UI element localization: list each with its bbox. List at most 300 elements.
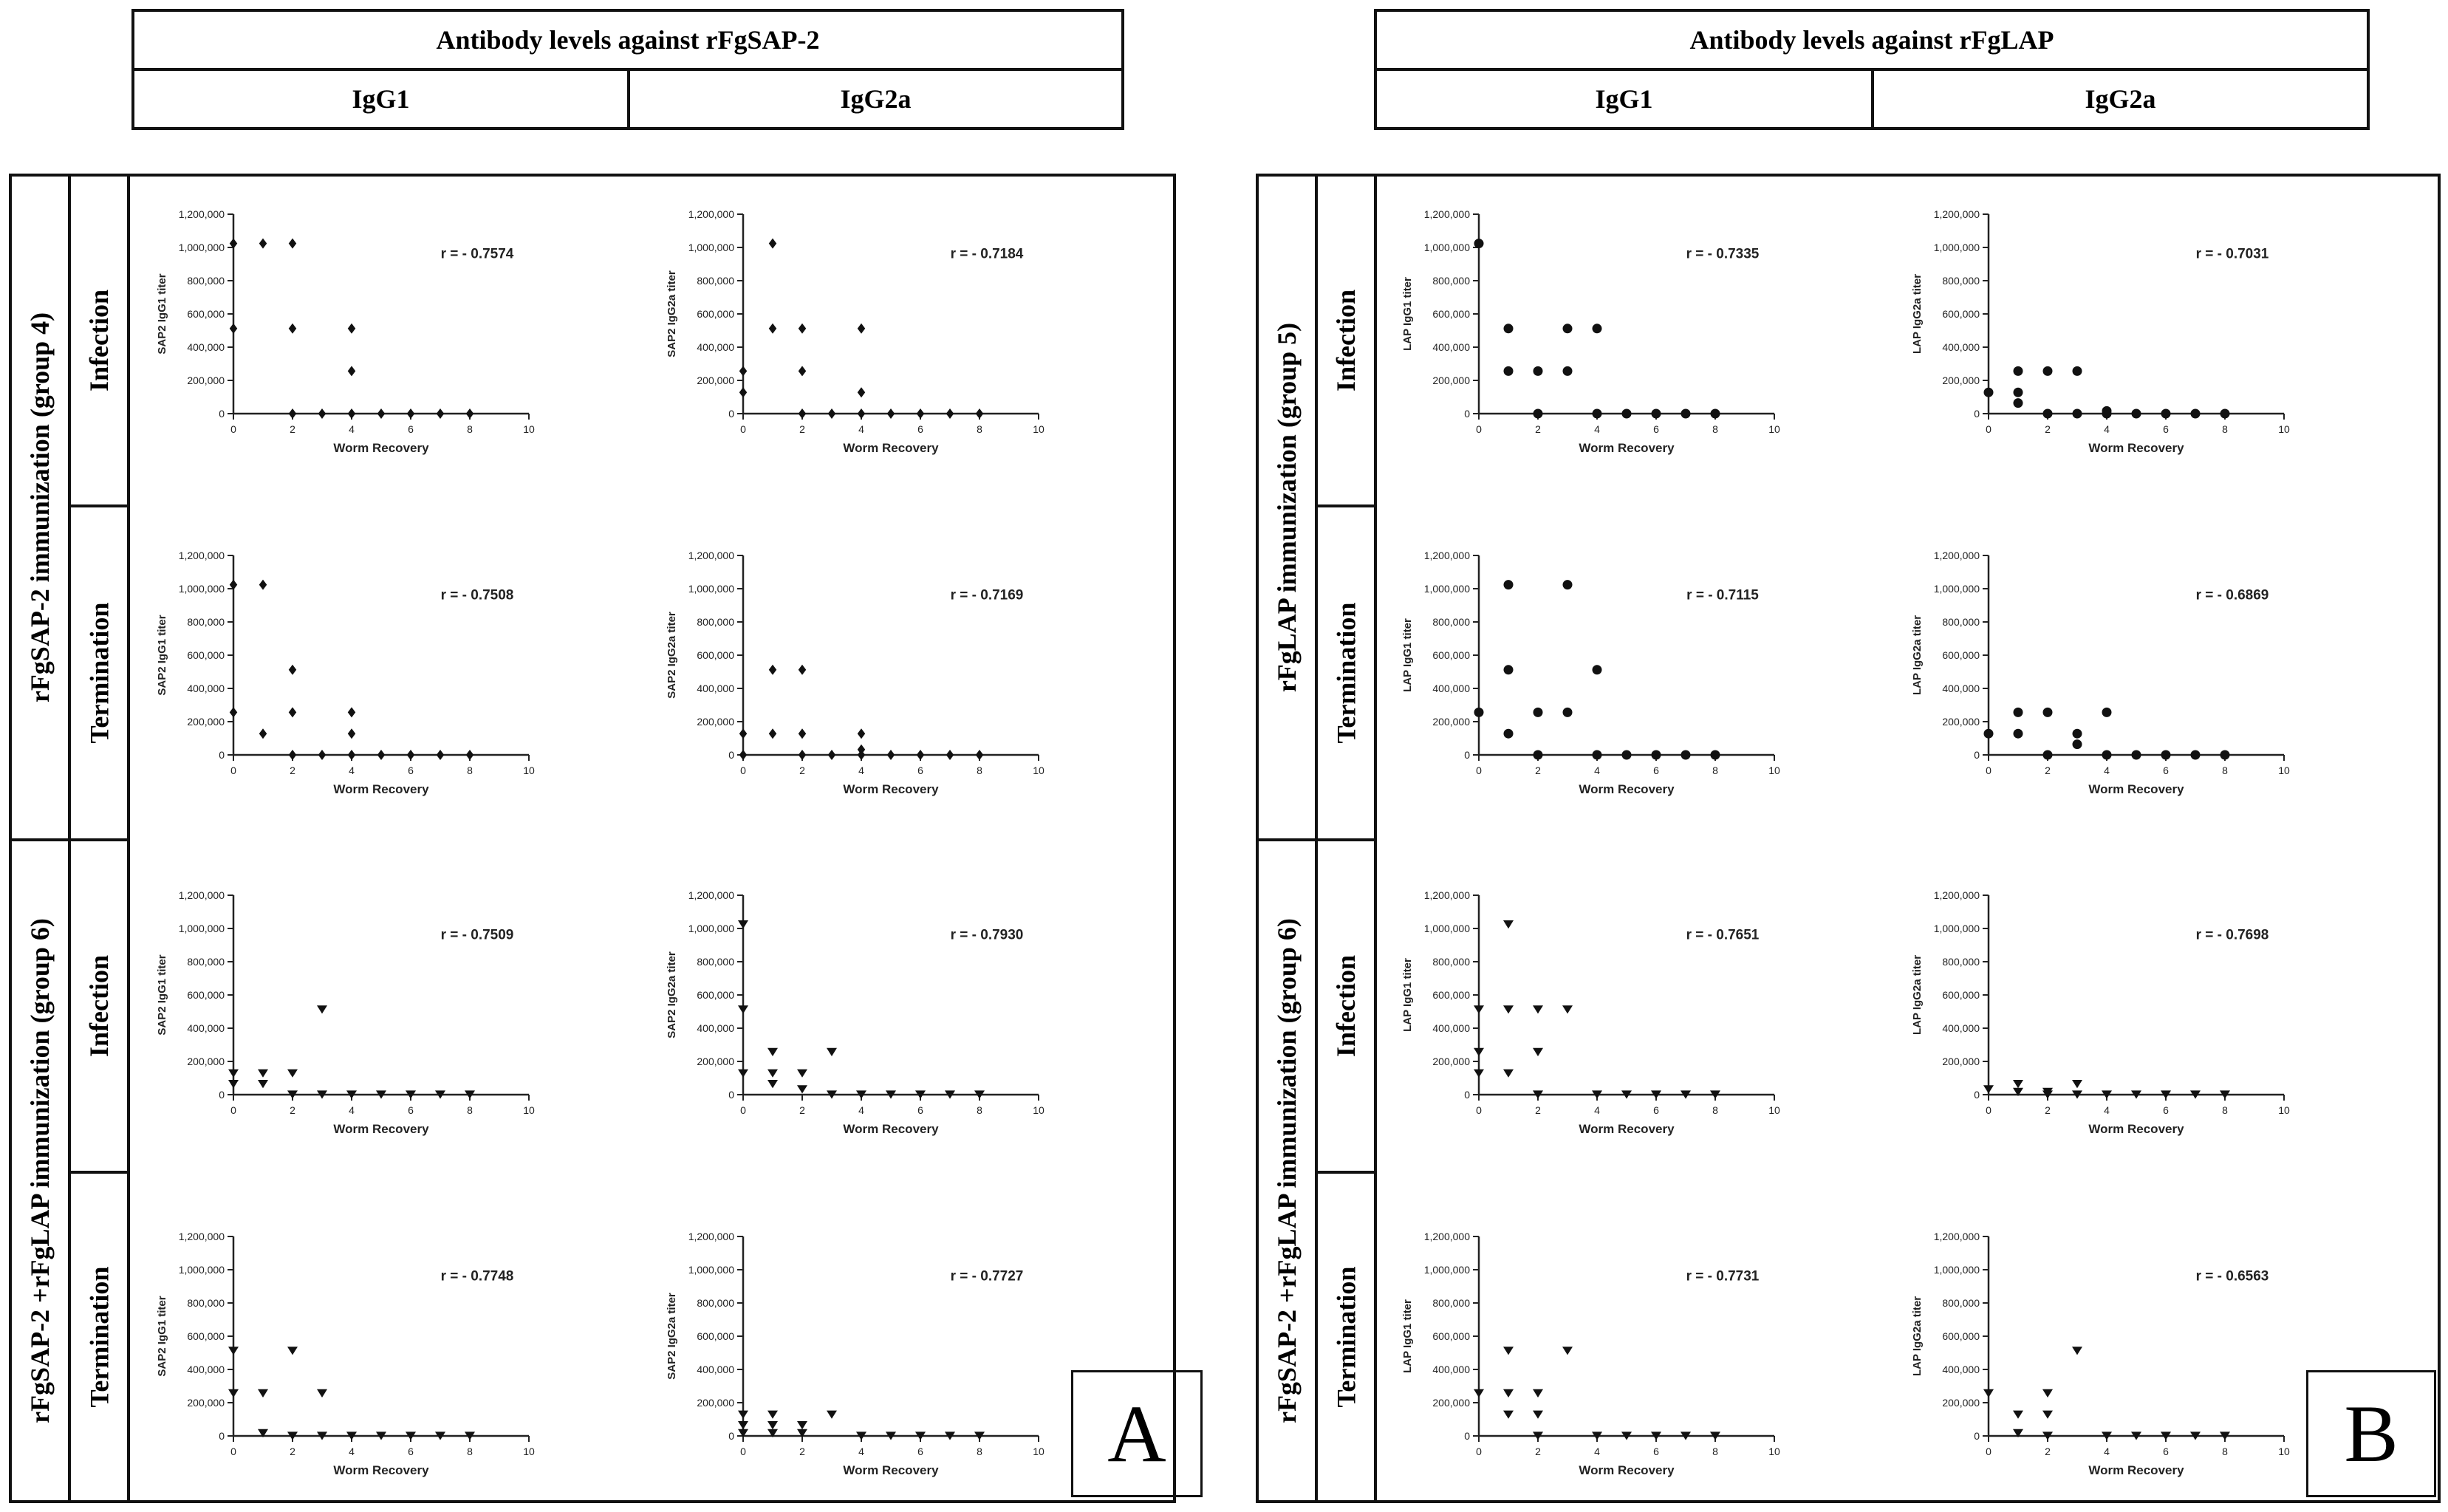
data-point (289, 239, 297, 249)
data-point (1504, 665, 1514, 674)
data-point (289, 324, 297, 334)
x-tick-label: 4 (1594, 1104, 1600, 1116)
data-point (1681, 409, 1691, 419)
data-point (2014, 708, 2023, 717)
panel-a-col-igg1 (131, 68, 630, 130)
y-tick-label: 200,000 (187, 716, 225, 728)
y-tick-label: 600,000 (1942, 1330, 1980, 1342)
y-axis-label: LAP IgG1 titer (1401, 958, 1414, 1032)
data-point (1622, 750, 1632, 760)
data-point (2013, 1080, 2023, 1088)
y-tick-label: 1,000,000 (1423, 583, 1470, 595)
x-tick-label: 0 (230, 764, 236, 776)
scatter-plot-b-g6-infection-igg1 (1375, 880, 1804, 1146)
panel-b-letter-text: B (2344, 1388, 2399, 1479)
panel-b-group-label-1-text: rFgLAP immunization (group 5) (1272, 322, 1302, 693)
y-tick-label: 800,000 (187, 616, 225, 628)
data-point (2073, 366, 2082, 376)
y-tick-label: 0 (1464, 1089, 1470, 1101)
data-point (348, 728, 356, 739)
data-point (799, 665, 807, 675)
panel-a-col-igg2a (627, 68, 1124, 130)
panel-b-row-label-2-text: Termination (1331, 602, 1361, 744)
y-tick-label: 200,000 (187, 1397, 225, 1409)
data-point (1504, 729, 1514, 739)
scatter-plot-b-g6-infection-igg2a (1885, 880, 2314, 1146)
data-point (258, 1070, 268, 1078)
y-tick-label: 1,000,000 (178, 583, 225, 595)
y-tick-label: 800,000 (1432, 275, 1470, 287)
y-tick-label: 200,000 (1432, 374, 1470, 386)
panel-a-row-label-3 (68, 838, 130, 1174)
data-point (1652, 750, 1661, 760)
data-point (348, 408, 356, 419)
data-point (1534, 750, 1543, 760)
y-tick-label: 0 (219, 408, 225, 420)
data-point (767, 1080, 778, 1088)
data-point (1593, 665, 1602, 674)
correlation-annotation: r = - 0.7651 (1686, 927, 1760, 943)
x-axis-label: Worm Recovery (2088, 1463, 2184, 1477)
data-point (2014, 398, 2023, 408)
x-tick-label: 2 (290, 423, 295, 435)
panel-b-row-label-4 (1315, 1171, 1377, 1503)
data-point (2102, 750, 2112, 760)
data-point (1474, 239, 1484, 248)
data-point (739, 750, 748, 760)
data-point (1533, 1389, 1543, 1398)
x-tick-label: 0 (1986, 1104, 1991, 1116)
data-point (799, 366, 807, 376)
data-point (828, 750, 836, 760)
y-tick-label: 1,000,000 (1933, 923, 1980, 934)
x-tick-label: 0 (1476, 1104, 1482, 1116)
data-point (2220, 409, 2230, 419)
panel-a-row-label-2 (68, 504, 130, 841)
panel-a-row-label-4-text: Termination (84, 1266, 114, 1408)
y-tick-label: 1,200,000 (178, 1231, 225, 1242)
x-tick-label: 6 (408, 1446, 414, 1457)
data-point (2043, 366, 2053, 376)
data-point (2013, 1411, 2023, 1419)
y-tick-label: 1,000,000 (178, 242, 225, 253)
x-tick-label: 8 (977, 423, 982, 435)
x-tick-label: 0 (1986, 764, 1991, 776)
data-point (1503, 920, 1514, 928)
x-tick-label: 6 (408, 764, 414, 776)
data-point (769, 239, 777, 249)
x-tick-label: 10 (1033, 423, 1044, 435)
y-tick-label: 800,000 (697, 956, 734, 968)
y-tick-label: 600,000 (1432, 308, 1470, 320)
x-tick-label: 8 (2222, 1446, 2228, 1457)
data-point (1474, 1389, 1484, 1398)
panel-a-group-label-1-text: rFgSAP-2 immunization (group 4) (25, 312, 55, 703)
data-point (230, 707, 238, 717)
x-tick-label: 4 (349, 423, 355, 435)
x-tick-label: 8 (977, 1104, 982, 1116)
data-point (437, 408, 445, 419)
x-tick-label: 0 (740, 1104, 746, 1116)
x-tick-label: 4 (1594, 764, 1600, 776)
panel-b-row-label-3 (1315, 838, 1377, 1174)
y-tick-label: 600,000 (697, 649, 734, 661)
panel-b-col-igg2a-text: IgG2a (2085, 84, 2156, 114)
y-tick-label: 400,000 (187, 683, 225, 694)
data-point (1503, 1070, 1514, 1078)
y-tick-label: 1,200,000 (1423, 1231, 1470, 1242)
y-tick-label: 1,000,000 (688, 923, 734, 934)
correlation-annotation: r = - 0.7748 (440, 1268, 514, 1284)
scatter-plot-a-g6-termination-igg1 (130, 1222, 558, 1488)
x-axis-label: Worm Recovery (1579, 782, 1675, 796)
y-axis-label: LAP IgG2a titer (1911, 954, 1924, 1036)
x-tick-label: 10 (2278, 764, 2290, 776)
data-point (799, 750, 807, 760)
correlation-annotation: r = - 0.7031 (2195, 246, 2269, 262)
data-point (2132, 409, 2141, 419)
panel-b-row-label-2 (1315, 504, 1377, 841)
data-point (348, 366, 356, 376)
data-point (1474, 1048, 1484, 1056)
x-tick-label: 6 (2163, 1104, 2169, 1116)
y-tick-label: 600,000 (697, 308, 734, 320)
scatter-plot-b-g5-infection-igg2a (1885, 199, 2314, 465)
correlation-annotation: r = - 0.7508 (440, 587, 514, 603)
data-point (946, 750, 954, 760)
scatter-plot-b-g5-termination-igg2a (1885, 541, 2314, 807)
y-axis-label: LAP IgG1 titer (1401, 1299, 1414, 1373)
y-tick-label: 400,000 (1432, 683, 1470, 694)
y-axis-label: LAP IgG2a titer (1911, 1296, 1924, 1377)
x-tick-label: 10 (1033, 1446, 1044, 1457)
y-axis-label: SAP2 IgG1 titer (156, 615, 168, 696)
x-tick-label: 0 (740, 1446, 746, 1457)
y-tick-label: 800,000 (187, 1297, 225, 1309)
y-tick-label: 1,000,000 (1423, 1264, 1470, 1276)
data-point (228, 1389, 239, 1398)
y-tick-label: 400,000 (1432, 1022, 1470, 1034)
x-tick-label: 8 (977, 764, 982, 776)
data-point (976, 408, 984, 419)
correlation-annotation: r = - 0.7698 (2195, 927, 2269, 943)
data-point (289, 665, 297, 675)
data-point (2042, 1411, 2053, 1419)
y-tick-label: 1,000,000 (688, 583, 734, 595)
y-tick-label: 0 (728, 1430, 734, 1442)
data-point (2161, 750, 2171, 760)
y-tick-label: 600,000 (697, 989, 734, 1001)
data-point (799, 728, 807, 739)
data-point (827, 1048, 837, 1056)
data-point (1533, 1005, 1543, 1013)
x-tick-label: 2 (1535, 1446, 1541, 1457)
y-tick-label: 1,000,000 (178, 923, 225, 934)
panel-a-header-text: Antibody levels against rFgSAP-2 (436, 25, 820, 55)
y-tick-label: 200,000 (1942, 1056, 1980, 1067)
x-axis-label: Worm Recovery (333, 441, 429, 455)
y-tick-label: 600,000 (1942, 649, 1980, 661)
y-tick-label: 200,000 (1432, 716, 1470, 728)
x-tick-label: 0 (1986, 423, 1991, 435)
panel-b-group-label-1 (1256, 174, 1318, 841)
y-tick-label: 400,000 (697, 1022, 734, 1034)
x-tick-label: 8 (467, 1104, 473, 1116)
y-tick-label: 0 (728, 749, 734, 761)
y-tick-label: 200,000 (1942, 374, 1980, 386)
data-point (289, 707, 297, 717)
correlation-annotation: r = - 0.7115 (1686, 587, 1759, 603)
y-axis-label: LAP IgG1 titer (1401, 277, 1414, 351)
data-point (738, 1005, 748, 1013)
x-tick-label: 10 (523, 764, 535, 776)
data-point (1504, 580, 1514, 589)
data-point (797, 1070, 807, 1078)
data-point (1593, 409, 1602, 419)
y-tick-label: 200,000 (1432, 1056, 1470, 1067)
data-point (348, 324, 356, 334)
data-point (1534, 366, 1543, 376)
x-axis-label: Worm Recovery (843, 1463, 939, 1477)
y-axis-label: SAP2 IgG2a titer (666, 951, 678, 1039)
scatter-plot-b-g5-termination-igg1 (1375, 541, 1804, 807)
x-tick-label: 8 (467, 1446, 473, 1457)
y-tick-label: 400,000 (1942, 341, 1980, 353)
x-tick-label: 8 (2222, 1104, 2228, 1116)
x-tick-label: 6 (2163, 1446, 2169, 1457)
data-point (738, 1070, 748, 1078)
y-tick-label: 0 (1464, 749, 1470, 761)
x-axis-label: Worm Recovery (2088, 782, 2184, 796)
x-tick-label: 10 (1768, 1446, 1780, 1457)
x-axis-label: Worm Recovery (1579, 441, 1675, 455)
correlation-annotation: r = - 0.7335 (1686, 246, 1760, 262)
x-tick-label: 8 (1712, 764, 1718, 776)
y-tick-label: 1,200,000 (1933, 208, 1980, 220)
x-tick-label: 2 (1535, 423, 1541, 435)
data-point (2102, 708, 2112, 717)
data-point (318, 408, 326, 419)
data-point (2102, 409, 2112, 419)
data-point (1563, 324, 1573, 333)
x-tick-label: 8 (2222, 423, 2228, 435)
x-tick-label: 0 (1476, 764, 1482, 776)
data-point (1504, 324, 1514, 333)
y-tick-label: 600,000 (1942, 989, 1980, 1001)
x-axis-label: Worm Recovery (1579, 1463, 1675, 1477)
x-tick-label: 10 (2278, 1446, 2290, 1457)
data-point (2073, 739, 2082, 749)
data-point (887, 750, 895, 760)
data-point (1474, 1005, 1484, 1013)
data-point (289, 750, 297, 760)
correlation-annotation: r = - 0.7727 (950, 1268, 1024, 1284)
x-tick-label: 4 (349, 1446, 355, 1457)
x-tick-label: 8 (1712, 1446, 1718, 1457)
data-point (407, 750, 415, 760)
y-tick-label: 400,000 (697, 341, 734, 353)
data-point (1563, 708, 1573, 717)
x-tick-label: 2 (799, 1104, 805, 1116)
scatter-plot-a-g6-infection-igg1 (130, 880, 558, 1146)
x-axis-label: Worm Recovery (333, 1463, 429, 1477)
data-point (1593, 324, 1602, 333)
y-tick-label: 1,000,000 (1933, 583, 1980, 595)
y-tick-label: 800,000 (187, 956, 225, 968)
y-tick-label: 1,200,000 (688, 550, 734, 561)
panel-a-col-igg2a-text: IgG2a (840, 84, 912, 114)
data-point (1711, 409, 1720, 419)
y-tick-label: 800,000 (1942, 616, 1980, 628)
x-tick-label: 4 (2104, 1446, 2110, 1457)
correlation-annotation: r = - 0.7169 (950, 587, 1024, 603)
data-point (466, 408, 474, 419)
data-point (739, 728, 748, 739)
x-tick-label: 2 (1535, 764, 1541, 776)
data-point (1562, 1005, 1573, 1013)
x-tick-label: 0 (1476, 1446, 1482, 1457)
panel-b-col-igg1 (1374, 68, 1874, 130)
x-axis-label: Worm Recovery (843, 782, 939, 796)
y-tick-label: 800,000 (1942, 956, 1980, 968)
y-tick-label: 200,000 (697, 1397, 734, 1409)
y-tick-label: 800,000 (697, 1297, 734, 1309)
x-axis-label: Worm Recovery (333, 1122, 429, 1136)
x-tick-label: 6 (917, 1104, 923, 1116)
x-tick-label: 8 (467, 423, 473, 435)
data-point (739, 387, 748, 397)
data-point (858, 750, 866, 760)
data-point (287, 1347, 298, 1355)
x-tick-label: 6 (1653, 1104, 1659, 1116)
data-point (1984, 729, 1994, 739)
x-tick-label: 10 (523, 1446, 535, 1457)
y-tick-label: 600,000 (187, 649, 225, 661)
data-point (917, 408, 925, 419)
x-axis-label: Worm Recovery (1579, 1122, 1675, 1136)
x-tick-label: 10 (2278, 423, 2290, 435)
data-point (769, 665, 777, 675)
y-tick-label: 0 (728, 408, 734, 420)
y-axis-label: SAP2 IgG2a titer (666, 612, 678, 699)
data-point (799, 324, 807, 334)
correlation-annotation: r = - 0.6869 (2195, 587, 2269, 603)
data-point (1711, 750, 1720, 760)
y-tick-label: 1,000,000 (688, 242, 734, 253)
data-point (317, 1389, 327, 1398)
x-tick-label: 2 (2045, 423, 2051, 435)
x-tick-label: 2 (1535, 1104, 1541, 1116)
y-tick-label: 0 (728, 1089, 734, 1101)
data-point (2043, 708, 2053, 717)
data-point (738, 1411, 748, 1419)
y-tick-label: 800,000 (697, 616, 734, 628)
data-point (1504, 366, 1514, 376)
data-point (1563, 580, 1573, 589)
data-point (348, 707, 356, 717)
y-tick-label: 1,200,000 (688, 1231, 734, 1242)
y-tick-label: 400,000 (1942, 683, 1980, 694)
x-tick-label: 10 (1033, 1104, 1044, 1116)
data-point (2073, 729, 2082, 739)
data-point (858, 324, 866, 334)
x-tick-label: 10 (1768, 764, 1780, 776)
x-tick-label: 4 (858, 764, 864, 776)
data-point (767, 1421, 778, 1429)
x-tick-label: 6 (917, 423, 923, 435)
x-tick-label: 6 (408, 1104, 414, 1116)
x-tick-label: 2 (799, 1446, 805, 1457)
x-tick-label: 10 (1768, 1104, 1780, 1116)
y-tick-label: 1,200,000 (178, 889, 225, 901)
data-point (1983, 1085, 1994, 1093)
scatter-plot-a-g4-termination-igg1 (130, 541, 558, 807)
correlation-annotation: r = - 0.7509 (440, 927, 514, 943)
y-tick-label: 200,000 (697, 716, 734, 728)
y-axis-label: LAP IgG2a titer (1911, 273, 1924, 355)
x-tick-label: 10 (2278, 1104, 2290, 1116)
x-tick-label: 2 (2045, 1446, 2051, 1457)
data-point (228, 1070, 239, 1078)
x-tick-label: 4 (1594, 423, 1600, 435)
x-tick-label: 4 (2104, 1104, 2110, 1116)
data-point (228, 1080, 239, 1088)
x-tick-label: 0 (1986, 1446, 1991, 1457)
data-point (2043, 750, 2053, 760)
x-tick-label: 2 (290, 764, 295, 776)
y-axis-label: SAP2 IgG1 titer (156, 1296, 168, 1377)
y-tick-label: 1,000,000 (1423, 242, 1470, 253)
data-point (827, 1411, 837, 1419)
panel-a-letter-text: A (1107, 1388, 1166, 1479)
y-tick-label: 200,000 (187, 1056, 225, 1067)
panel-b-col-igg1-text: IgG1 (1595, 84, 1653, 114)
y-tick-label: 1,200,000 (688, 208, 734, 220)
data-point (1983, 1389, 1994, 1398)
data-point (1534, 409, 1543, 419)
y-axis-label: SAP2 IgG1 titer (156, 273, 168, 355)
x-tick-label: 6 (2163, 764, 2169, 776)
panel-a-col-igg1-text: IgG1 (352, 84, 410, 114)
data-point (1533, 1411, 1543, 1419)
data-point (797, 1085, 807, 1093)
scatter-plot-a-g4-infection-igg1 (130, 199, 558, 465)
data-point (2161, 409, 2171, 419)
data-point (1503, 1347, 1514, 1355)
data-point (258, 1080, 268, 1088)
y-tick-label: 1,200,000 (178, 208, 225, 220)
panel-b-letter (2306, 1370, 2436, 1497)
x-tick-label: 8 (1712, 423, 1718, 435)
scatter-plot-a-g6-infection-igg2a (640, 880, 1068, 1146)
data-point (317, 1005, 327, 1013)
panel-a-letter (1071, 1370, 1203, 1497)
data-point (767, 1070, 778, 1078)
data-point (1563, 366, 1573, 376)
y-tick-label: 600,000 (187, 308, 225, 320)
data-point (1593, 750, 1602, 760)
y-tick-label: 1,000,000 (1933, 1264, 1980, 1276)
correlation-annotation: r = - 0.7184 (950, 246, 1024, 262)
panel-a-header (131, 9, 1124, 71)
data-point (1681, 750, 1691, 760)
data-point (858, 408, 866, 419)
data-point (377, 408, 386, 419)
y-tick-label: 0 (219, 1089, 225, 1101)
data-point (797, 1421, 807, 1429)
y-tick-label: 1,200,000 (688, 889, 734, 901)
data-point (259, 239, 267, 249)
